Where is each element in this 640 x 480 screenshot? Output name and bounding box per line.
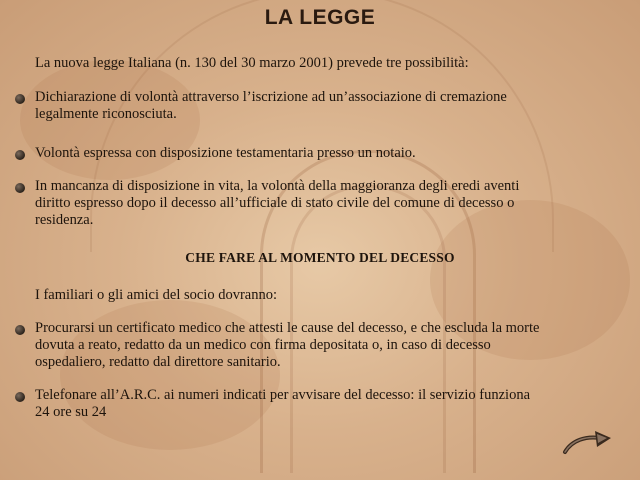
option-3-line-1: In mancanza di disposizione in vita, la volontà della maggioranza degli eredi aventi	[35, 178, 520, 194]
step-2-line-1: Telefonare all’A.R.C. ai numeri indicati per avvisare del decesso: il servizio funziona	[35, 387, 531, 403]
bullet-icon	[15, 94, 25, 104]
option-1-line-1: Dichiarazione di volontà attraverso l’iscrizione ad un’associazione di cremazione	[35, 89, 507, 105]
step-2-line-2: 24 ore su 24	[35, 404, 107, 420]
intro-text: La nuova legge Italiana (n. 130 del 30 marzo 2001) prevede tre possibilità:	[35, 55, 469, 71]
bullet-icon	[15, 392, 25, 402]
step-1-line-3: ospedaliero, redatto dal direttore sanitario.	[35, 354, 281, 370]
option-1-line-2: legalmente riconosciuta.	[35, 106, 177, 122]
bullet-icon	[15, 150, 25, 160]
curved-arrow-right-icon[interactable]	[562, 428, 614, 456]
option-2-line-1: Volontà espressa con disposizione testamentaria presso un notaio.	[35, 145, 416, 161]
page-title: LA LEGGE	[264, 6, 376, 29]
step-1-line-2: dovuta a reato, redatto da un medico con firma depositata o, in caso di decesso	[35, 337, 491, 353]
bullet-icon	[15, 183, 25, 193]
bullet-icon	[15, 325, 25, 335]
step-1-line-1: Procurarsi un certificato medico che attesti le cause del decesso, e che escluda la morte	[35, 320, 540, 336]
section-intro: I familiari o gli amici del socio dovranno:	[35, 287, 278, 303]
section-title: CHE FARE AL MOMENTO DEL DECESSO	[185, 250, 455, 265]
option-3-line-3: residenza.	[35, 212, 94, 228]
option-3-line-2: diritto espresso dopo il decesso all’ufficiale di stato civile del comune di decesso o	[35, 195, 515, 211]
